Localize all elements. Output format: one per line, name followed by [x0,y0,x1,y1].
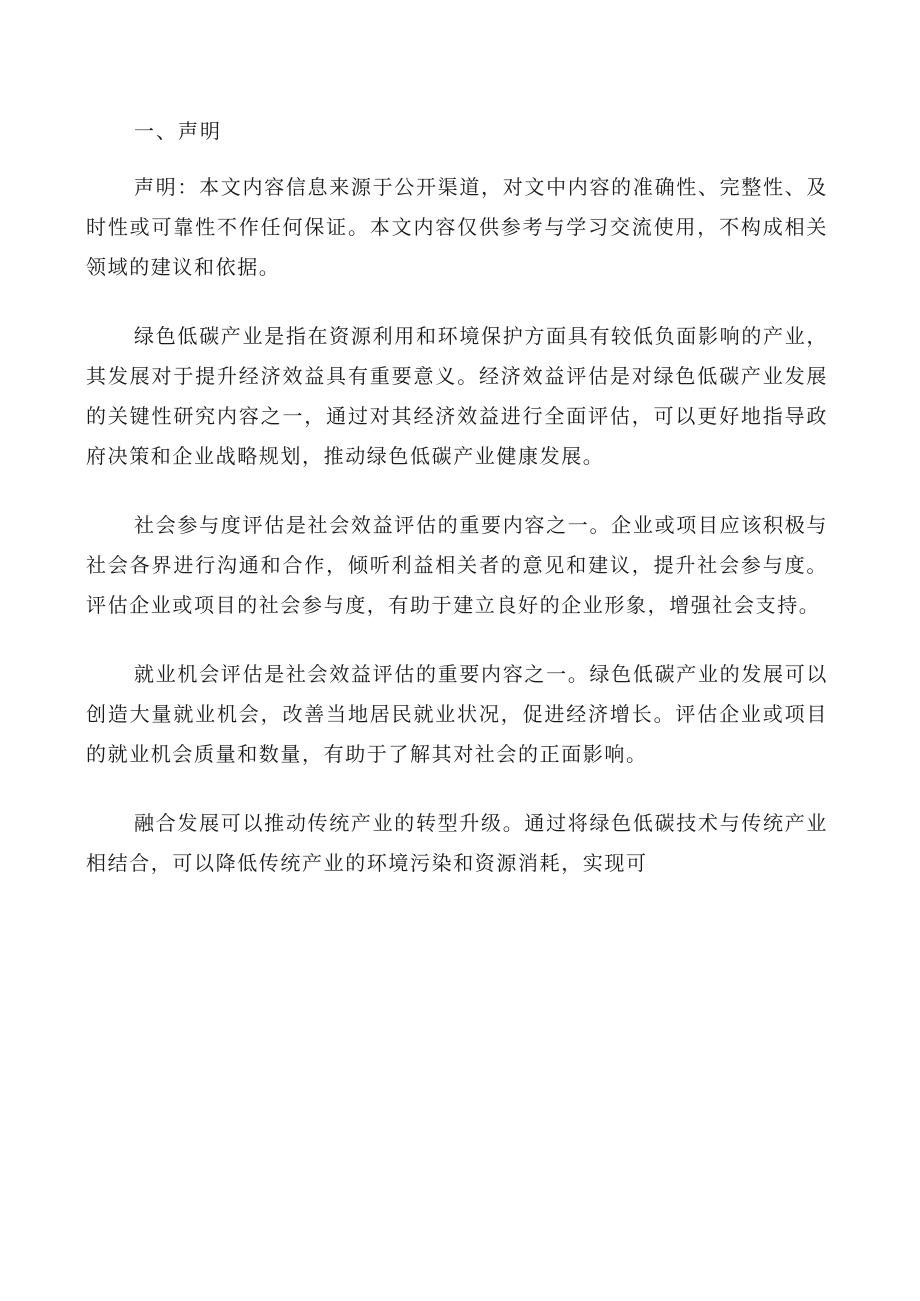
social-participation-paragraph: 社会参与度评估是社会效益评估的重要内容之一。企业或项目应该积极与社会各界进行沟通和合作，倾听利益相关者的意见和建议，提升社会参与度。评估企业或项目的社会参与度，有助于建立良好的企业形象，增强社会支持。 [86,513,828,617]
integration-paragraph: 融合发展可以推动传统产业的转型升级。通过将绿色低碳技术与传统产业相结合，可以降低传统产业的环境污染和资源消耗，实现可 [86,811,828,875]
document-body [86,109,828,883]
employment-paragraph: 就业机会评估是社会效益评估的重要内容之一。绿色低碳产业的发展可以创造大量就业机会，改善当地居民就业状况，促进经济增长。评估企业或项目的就业机会质量和数量，有助于了解其对社会的正面影响。 [86,662,828,766]
section-heading: 一、声明 [134,119,222,143]
green-industry-paragraph: 绿色低碳产业是指在资源利用和环境保护方面具有较低负面影响的产业，其发展对于提升经济效益具有重要意义。经济效益评估是对绿色低碳产业发展的关键性研究内容之一，通过对其经济效益进行全面评估，可以更好地指导政府决策和企业战略规划，推动绿色低碳产业健康发展。 [86,324,828,468]
disclaimer-paragraph: 声明：本文内容信息来源于公开渠道，对文中内容的准确性、完整性、及时性或可靠性不作任何保证。本文内容仅供参考与学习交流使用，不构成相关领域的建议和依据。 [86,175,828,279]
